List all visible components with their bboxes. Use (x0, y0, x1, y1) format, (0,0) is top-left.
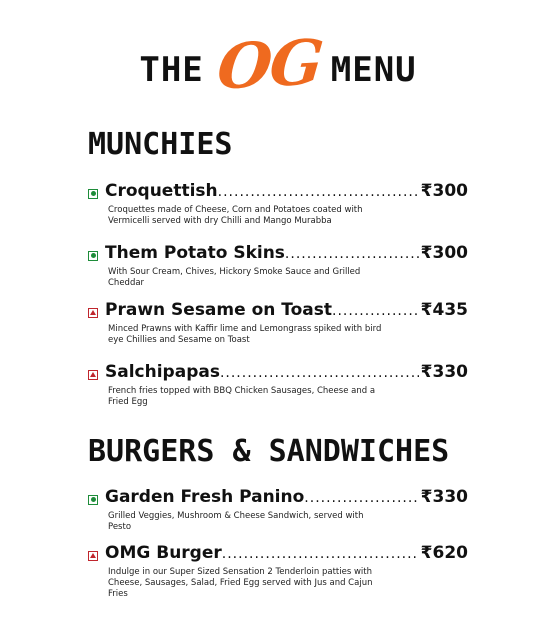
menu-item-croquettish (88, 181, 468, 227)
dot-leader (332, 303, 419, 319)
item-description: Grilled Veggies, Mushroom & Cheese Sandwich, served with Pesto (108, 511, 364, 532)
dot-leader (285, 246, 419, 262)
item-price: ₹330 (420, 362, 468, 382)
item-name: OMG Burger (105, 543, 222, 563)
item-description: Indulge in our Super Sized Sensation 2 Tenderloin patties with Cheese, Sausages, Salad, Fried Egg served with Jus and Cajun Fries (108, 567, 373, 599)
section-heading-burgers-sandwiches: BURGERS & SANDWICHES (88, 434, 450, 469)
title-og-logo: OG (214, 25, 325, 104)
item-name: Them Potato Skins (105, 243, 285, 263)
dot-leader (218, 184, 419, 200)
item-description: Minced Prawns with Kaffir lime and Lemongrass spiked with bird eye Chillies and Sesame on Toast (108, 324, 382, 345)
title-the: THE (139, 50, 204, 90)
section-heading-munchies: MUNCHIES (88, 127, 233, 162)
menu-item-garden-fresh-panino (88, 487, 468, 533)
item-price: ₹300 (420, 181, 468, 201)
item-name: Salchipapas (105, 362, 220, 382)
non-veg-icon (88, 308, 98, 318)
item-price: ₹435 (420, 300, 468, 320)
dot-leader (304, 490, 418, 506)
item-price: ₹330 (420, 487, 468, 507)
item-name: Croquettish (105, 181, 218, 201)
veg-icon (88, 251, 98, 261)
menu-title (0, 25, 556, 114)
item-description: French fries topped with BBQ Chicken Sausages, Cheese and a Fried Egg (108, 386, 376, 407)
non-veg-icon (88, 551, 98, 561)
item-description: With Sour Cream, Chives, Hickory Smoke Sauce and Grilled Cheddar (108, 267, 361, 288)
item-price: ₹300 (420, 243, 468, 263)
item-price: ₹620 (420, 543, 468, 563)
title-menu: MENU (330, 50, 417, 90)
dot-leader (222, 546, 419, 562)
item-name: Prawn Sesame on Toast (105, 300, 333, 320)
veg-icon (88, 495, 98, 505)
menu-item-omg-burger (88, 543, 468, 600)
veg-icon (88, 189, 98, 199)
menu-item-prawn-sesame-on-toast (88, 300, 468, 346)
menu-item-them-potato-skins (88, 243, 468, 289)
item-name: Garden Fresh Panino (105, 487, 305, 507)
dot-leader (220, 365, 419, 381)
non-veg-icon (88, 370, 98, 380)
item-description: Croquettes made of Cheese, Corn and Potatoes coated with Vermicelli served with dry Chilli and Mango Murabba (108, 205, 363, 226)
menu-item-salchipapas (88, 362, 468, 408)
